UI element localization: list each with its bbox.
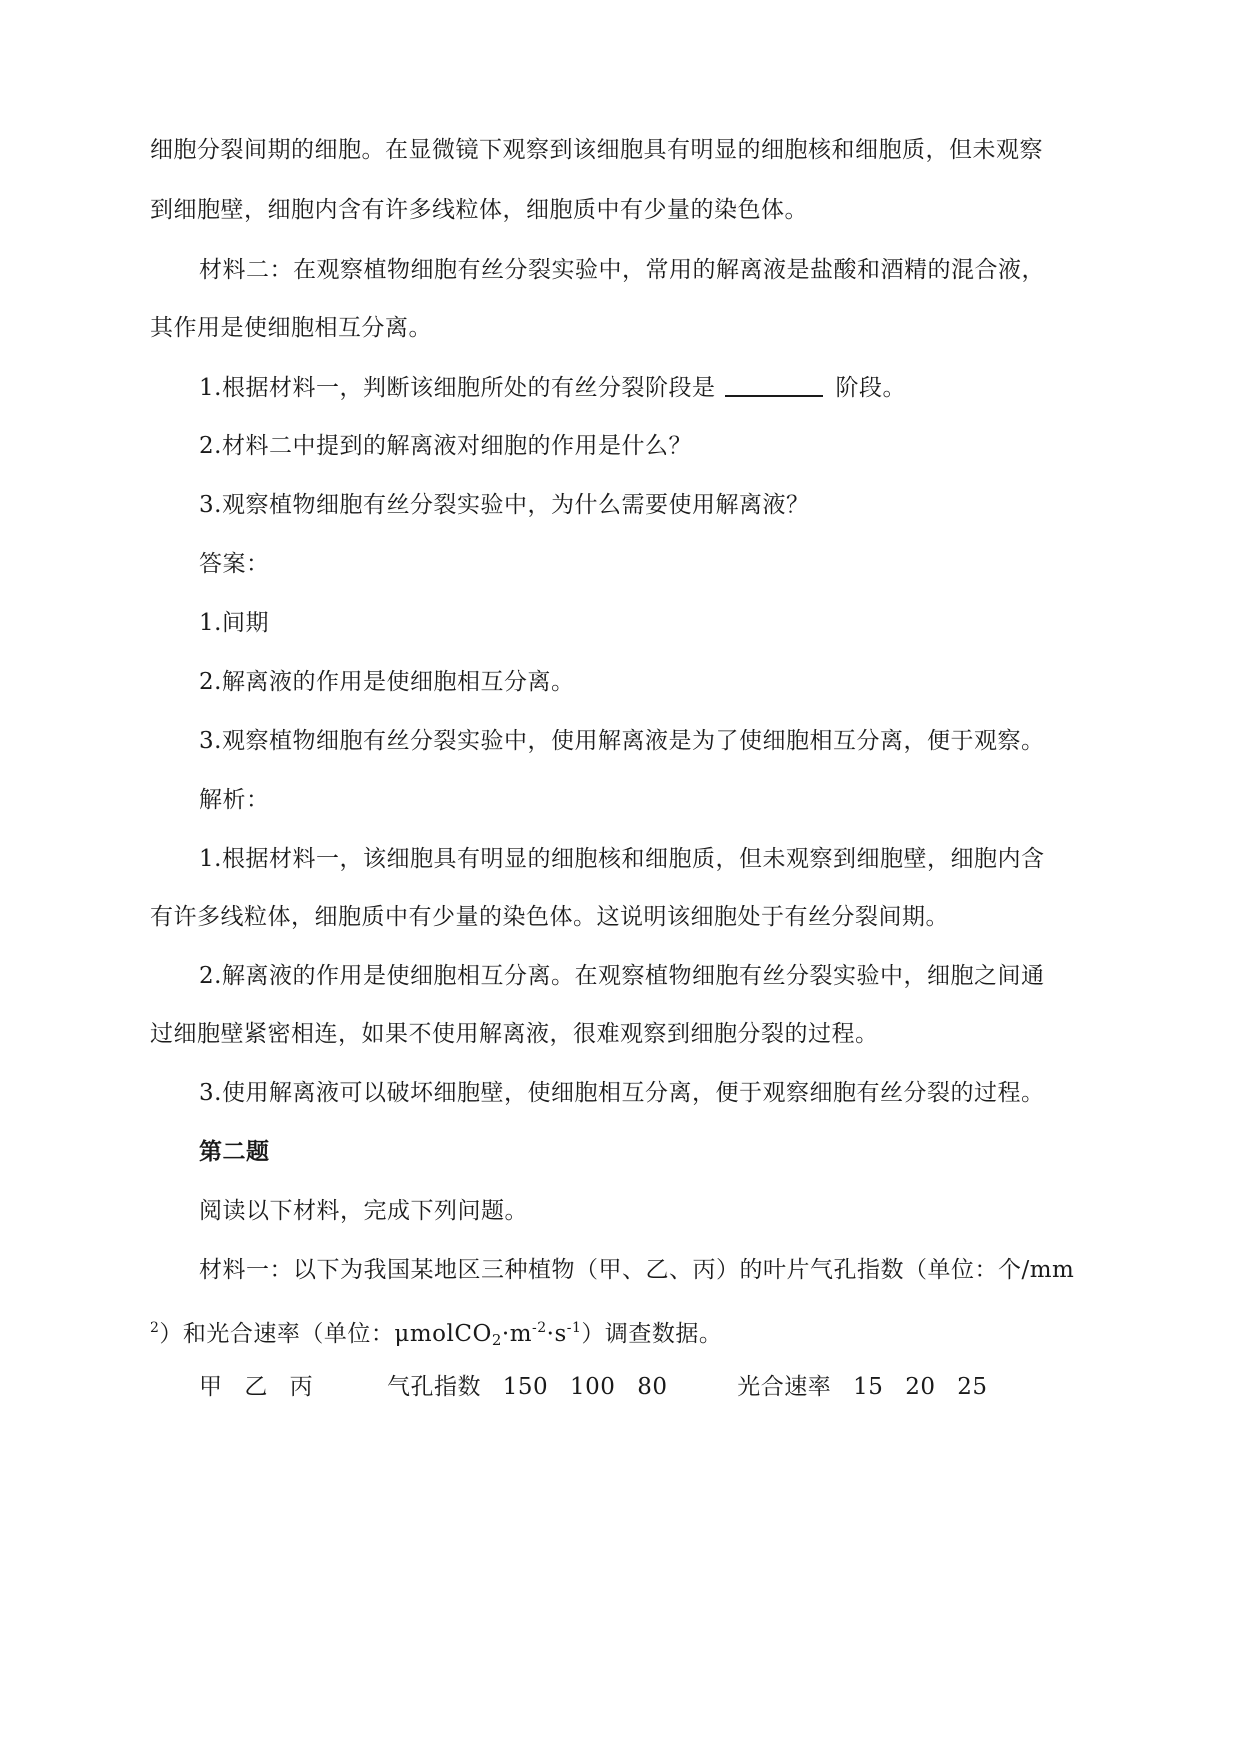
section-title: 第二题 [199,1138,270,1165]
analysis-2-line-2: 过细胞壁紧密相连，如果不使用解离液，很难观察到细胞分裂的过程。 [150,1021,879,1047]
answer-3: 3.观察植物细胞有丝分裂实验中，使用解离液是为了使细胞相互分离，便于观察。 [199,728,1045,754]
answer-2: 2.解离液的作用是使细胞相互分离。 [199,669,575,695]
m-exponent: -2 [532,1320,547,1336]
question-1-suffix: 阶段。 [835,375,906,401]
s-exponent: -1 [566,1320,582,1336]
material-two-line-2: 其作用是使细胞相互分离。 [150,315,432,341]
section-intro: 阅读以下材料，完成下列问题。 [199,1198,528,1224]
analysis-2-line-1: 2.解离液的作用是使细胞相互分离。在观察植物细胞有丝分裂实验中，细胞之间通 [199,963,1045,989]
question-2: 2.材料二中提到的解离液对细胞的作用是什么？ [199,433,692,459]
paragraph-line-1: 细胞分裂间期的细胞。在显微镜下观察到该细胞具有明显的细胞核和细胞质，但未观察 [150,137,1043,163]
stomata-value: 150 [502,1374,549,1400]
plant-label: 丙 [289,1374,314,1400]
answer-1: 1.间期 [199,610,269,636]
plant-label: 甲 [199,1374,223,1400]
answer-label: 答案： [199,551,270,577]
photosynthesis-value: 20 [905,1374,936,1400]
data-row [199,1372,988,1402]
stomata-value: 80 [637,1374,668,1400]
analysis-label: 解析： [199,787,270,813]
stomata-value: 100 [569,1374,616,1400]
photosynthesis-value: 15 [853,1374,884,1400]
plant-label: 乙 [244,1374,268,1400]
question-1-text: 1.根据材料一，判断该细胞所处的有丝分裂阶段是 [199,375,716,401]
material-one-line-1: 材料一：以下为我国某地区三种植物（甲、乙、丙）的叶片气孔指数（单位：个/mm [199,1257,1075,1283]
material-two-line-1: 材料二：在观察植物细胞有丝分裂实验中，常用的解离液是盐酸和酒精的混合液， [199,257,1045,283]
answer-blank [725,375,823,397]
photosynthesis-label: 光合速率 [737,1374,832,1400]
question-3: 3.观察植物细胞有丝分裂实验中，为什么需要使用解离液？ [199,492,810,518]
analysis-3: 3.使用解离液可以破坏细胞壁，使细胞相互分离，便于观察细胞有丝分裂的过程。 [199,1080,1045,1106]
unit-text-1: ）和光合速率（单位：μmolCO [159,1321,492,1347]
analysis-1-line-1: 1.根据材料一，该细胞具有明显的细胞核和细胞质，但未观察到细胞壁，细胞内含 [199,846,1045,872]
photosynthesis-value: 25 [957,1374,988,1400]
question-1 [199,373,906,403]
material-one-line-2 [150,1313,722,1355]
co2-subscript: 2 [491,1331,502,1349]
paragraph-line-2: 到细胞壁，细胞内含有许多线粒体，细胞质中有少量的染色体。 [150,197,808,223]
unit-text-2: ·m [501,1321,533,1347]
stomata-label: 气孔指数 [386,1374,481,1400]
unit-text-3: ·s [546,1321,567,1347]
unit-superscript: 2 [150,1320,160,1336]
analysis-1-line-2: 有许多线粒体，细胞质中有少量的染色体。这说明该细胞处于有丝分裂间期。 [150,904,949,930]
unit-text-4: ）调查数据。 [581,1321,723,1347]
